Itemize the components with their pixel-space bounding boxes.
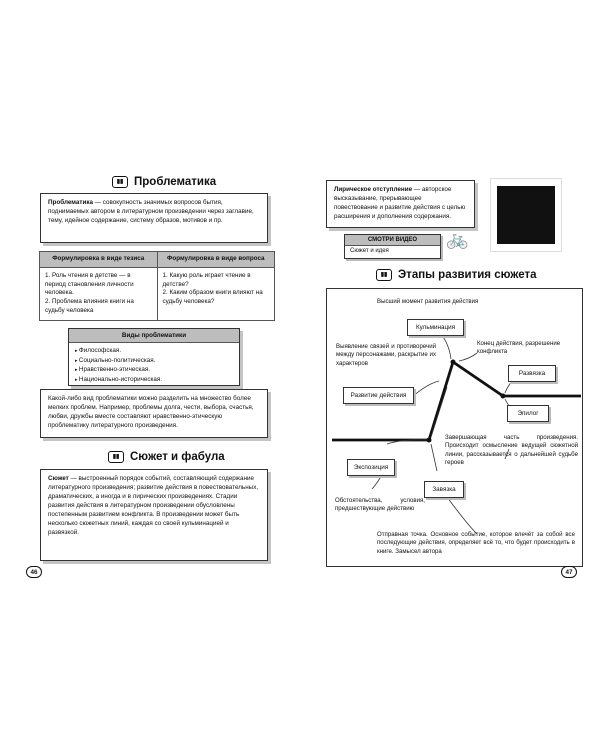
table-cell-thesis: 1. Роль чтения в детстве — в период становления личности человека. 2. Проблема влияния книги на судьбу человека	[40, 267, 158, 320]
resolution-box: Развязка	[508, 365, 556, 382]
list-item: ▸ Нравственно-этическая.	[75, 365, 233, 375]
epilogue-description: Завершающая часть произведения. Происходит осмысление ведущей сюжетной линии, рассказывается о дальнейшей судьбе героев	[445, 434, 578, 467]
resolution-description: Конец действия, разрешение конфликта	[477, 340, 561, 356]
lyric-term: Лирическое отступление	[334, 186, 413, 193]
book-icon: ▮▮	[108, 451, 124, 463]
culmination-box: Кульминация	[407, 319, 464, 336]
plot-heading	[108, 451, 225, 463]
lyric-text: — авторское высказывание, прерывающее повествование и развитие действия с целью расширения и дополнения содержания.	[334, 186, 466, 220]
page-number-right: 47	[561, 566, 577, 578]
watch-video-sub: Сюжет и идея	[350, 248, 389, 254]
beginning-point	[427, 438, 432, 443]
page-number-left: 46	[26, 566, 42, 578]
watch-video-box[interactable]	[344, 234, 441, 259]
lyric-digression-box	[326, 180, 475, 228]
problematics-text: — совокупность значимых вопросов бытия, поднимаемых автором в литературном произведении через заглавие, тему, идейное содержание, систему образов, мотивов и пр.	[48, 199, 254, 224]
watch-video-label: СМОТРИ ВИДЕО	[345, 235, 440, 246]
beginning-description: Отправная точка. Основное событие, которое влечёт за собой все последующие действия, определяет всё то, что будет происходить в книге. Замысел автора	[377, 531, 575, 555]
qr-code-icon	[497, 186, 555, 244]
culmination-description: Высший момент развития действия	[377, 298, 479, 305]
problematics-definition	[40, 193, 268, 243]
development-box: Развитие действия	[343, 387, 414, 404]
stages-heading	[376, 269, 537, 281]
epilogue-box: Эпилог	[507, 405, 549, 422]
beginning-box: Завязка	[424, 481, 464, 498]
problematics-heading	[112, 176, 216, 188]
connector	[412, 381, 439, 397]
stages-title: Этапы развития сюжета	[398, 269, 537, 281]
exposition-box: Экспозиция	[347, 459, 395, 476]
problematics-term: Проблематика	[48, 199, 93, 206]
connector	[459, 353, 477, 361]
resolution-point	[501, 394, 506, 399]
formulation-table	[39, 251, 275, 321]
table-header-question: Формулировка в виде вопроса	[157, 252, 275, 268]
connector	[431, 387, 447, 437]
video-thumbnail[interactable]	[490, 178, 562, 252]
problematics-note: Какой-либо вид проблематики можно разделить на множество более мелких проблем. Например, проблемы долга, чести, выбора, счастья, любви, дружбы вместе составляют нравственно-этическую проблематику литературного произведения.	[40, 389, 268, 438]
culmination-point	[451, 360, 456, 365]
plot-definition	[40, 469, 268, 561]
connector	[441, 334, 451, 359]
list-item: ▸ Социально-политическая.	[75, 356, 233, 366]
development-description: Выявление связей и противоречий между персонажами, раскрытие их характеров	[336, 343, 436, 367]
list-item: ▸ Национально-историческая.	[75, 375, 233, 385]
plot-term: Сюжет	[48, 475, 69, 482]
plot-title: Сюжет и фабула	[130, 451, 225, 463]
connector	[431, 444, 437, 471]
book-icon: ▮▮	[112, 176, 128, 188]
book-icon: ▮▮	[376, 269, 392, 281]
problematics-title: Проблематика	[134, 176, 217, 188]
table-cell-question: 1. Какую роль играет чтение в детстве? 2. Каким образом книги влияют на судьбу человека?	[157, 267, 275, 320]
right-page	[314, 0, 584, 750]
plot-text: — выстроенный порядок событий, составляющий содержание литературного произведения; развитие действия в повествовательных, драматических, а иногда и в лирических произведениях. Стадии развития действия в литературном произведении обусловлены постепенным развитием конфликта. В произведении может быть несколько сюжетных линий, каждая со своей кульминацией и развязкой.	[48, 475, 259, 536]
exposition-description: Обстоятельства, условия, предшествующие действию	[335, 497, 425, 513]
left-page	[30, 0, 280, 750]
table-header-thesis: Формулировка в виде тезиса	[40, 252, 158, 268]
list-item: ▸ Философская.	[75, 346, 233, 356]
types-list	[69, 343, 239, 387]
problematics-types-box	[68, 328, 240, 386]
connector	[447, 497, 477, 534]
plot-diagram	[326, 288, 583, 567]
types-title: Виды проблематики	[69, 329, 239, 343]
cyclist-icon: 🚲	[446, 229, 469, 249]
